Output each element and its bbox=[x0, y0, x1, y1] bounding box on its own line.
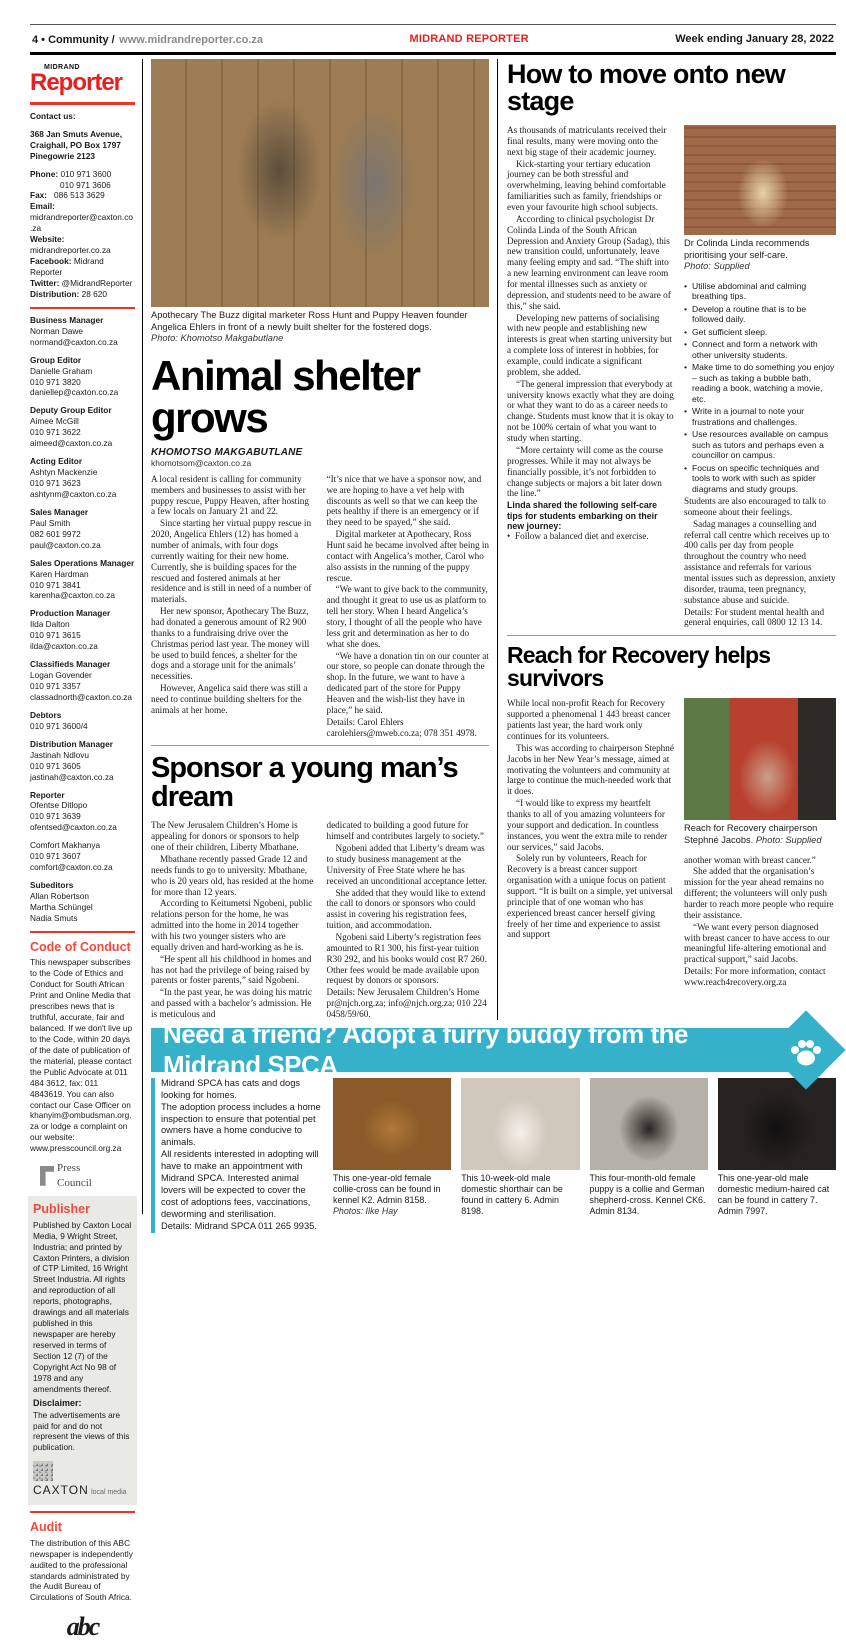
shelter-body-col2 bbox=[327, 474, 490, 739]
staff-detail: 082 601 9972 bbox=[30, 528, 81, 539]
sidebar-divider bbox=[30, 102, 135, 105]
page-header bbox=[30, 24, 836, 55]
staff-entry bbox=[30, 739, 135, 783]
staff-title: Sales Operations Manager bbox=[30, 557, 135, 568]
masthead-sidebar bbox=[30, 59, 143, 1642]
shelter-byline: KHOMOTSO MAKGABUTLANE bbox=[151, 446, 303, 458]
distribution-label: Distribution: bbox=[30, 288, 80, 299]
recovery-headline: Reach for Recovery helps survivors bbox=[507, 642, 771, 692]
jacobs-photo-credit: Photo: Supplied bbox=[755, 834, 822, 845]
paragraph: “It’s nice that we have a sponsor now, and we are hoping to have a vet help with discounts as well so that we can keep the pets healthy if there is an emergency or if they need to be spayed,” she said. bbox=[326, 473, 482, 528]
paragraph: Kick-starting your tertiary education journey can be both stressful and overwhelming, leaving behind comfortable familiarities such as family, friendships or even your favourite high school subjects. bbox=[507, 158, 666, 213]
spca-banner-bar bbox=[151, 1018, 790, 1080]
paragraph: “In the past year, he was doing his matric and passed with a bachelor’s admission. He is meticulous and bbox=[151, 987, 312, 1020]
shelter-body-col1 bbox=[151, 474, 314, 739]
spca-banner-title: Need a friend? Adopt a furry buddy from the Midrand SPCA bbox=[163, 1018, 689, 1080]
contact-details-line: Details: For more information, contact www.reach4recovery.org.za bbox=[684, 966, 826, 988]
email-label: Email: bbox=[30, 201, 55, 212]
paragraph: “More certainty will come as the course progresses. While it may not always be financially possible, it’s not forbidden to change subjects or majors a bit later down the line.” bbox=[507, 444, 663, 499]
staff-detail: Allan Robertson bbox=[30, 891, 90, 902]
page-header-url: www.midrandreporter.co.za bbox=[119, 34, 264, 46]
selfcare-tips-lead: Linda shared the following self-care tips for students embarking on their new journey: bbox=[507, 500, 658, 531]
contact-details-line: Details: New Jerusalem Children’s Home pr@njch.org.za; info@njch.org.za; 010 224 0458/59/60. bbox=[326, 987, 487, 1020]
logo-reporter-text: Reporter bbox=[30, 69, 123, 97]
stage-body-col2 bbox=[684, 125, 836, 628]
staff-entry bbox=[30, 456, 135, 500]
staff-detail: 010 971 3605 bbox=[30, 760, 81, 771]
audit-block bbox=[30, 1519, 135, 1603]
spca-info-box bbox=[151, 1078, 323, 1233]
phone-label: Phone: bbox=[30, 168, 59, 179]
shelter-headline: Animal shelter grows bbox=[151, 351, 420, 441]
paragraph: Developing new patterns of socialising with new people and establishing new interests is great when starting university but a complete loss of interest in hobbies, for example, could indicate a significant problem, she added. bbox=[507, 312, 672, 377]
publisher-heading: Publisher bbox=[33, 1202, 90, 1217]
sidebar-divider bbox=[30, 931, 135, 933]
pet-caption: This one-year-old female collie-cross can be found in kennel K2. Admin 8158. bbox=[333, 1172, 441, 1205]
staff-detail: jastinah@caxton.co.za bbox=[30, 771, 114, 782]
staff-title: Group Editor bbox=[30, 354, 82, 365]
address: 368 Jan Smuts Avenue, Craighall, PO Box 1797 Pinegowrie 2123 bbox=[30, 128, 123, 161]
tip-item: • Get sufficient sleep. bbox=[684, 327, 836, 337]
article-divider bbox=[507, 635, 836, 636]
paragraph: According to Keitumetsi Ngobeni, public relations person for the home, he was admitted into the home in 2014 together with his two younger sisters who are equally driven and hard-working as he is. bbox=[151, 898, 313, 952]
paragraph: Mbathane recently passed Grade 12 and needs funds to go to university. Mbathane, who is 20 years old, has resided at the home for more than 12 years. bbox=[151, 854, 314, 897]
staff-entry bbox=[30, 608, 135, 652]
colinda-photo-credit: Photo: Supplied bbox=[684, 261, 750, 272]
staff-detail: normand@caxton.co.za bbox=[30, 336, 118, 347]
pet-card bbox=[461, 1078, 579, 1233]
website-value: midrandreporter.co.za bbox=[30, 245, 111, 256]
staff-detail: ofentsed@caxton.co.za bbox=[30, 822, 117, 833]
staff-title: Debtors bbox=[30, 709, 62, 720]
staff-entry bbox=[30, 659, 135, 703]
publisher-body: Published by Caxton Local Media, 9 Wright Street, Industria; and printed by Caxton Printers, a division of CTP Limited, 16 Wright Street Industria. All rights and reproduction of all reports, photographs, drawings and all materials published in this newspaper are hereby reserved in terms of Section 12 (7) of the Copyright Act No 98 of 1978 and any amendments thereof. bbox=[33, 1219, 132, 1394]
press-council-text1: Press bbox=[57, 1162, 81, 1175]
staff-detail: comfort@caxton.co.za bbox=[30, 862, 113, 873]
shelter-byline-email: khomotsom@caxton.co.za bbox=[151, 457, 252, 468]
paragraph: “He spent all his childhood in homes and has not had the privilege of being raised by parents or foster parents,” said Ngobeni. bbox=[151, 953, 312, 986]
main-column bbox=[151, 59, 497, 1020]
caxton-logo bbox=[33, 1461, 132, 1499]
pet-caption: This one-year-old male domestic medium-haired cat can be found in cattery 7. Admin 7997. bbox=[717, 1172, 830, 1216]
paragraph: Students are also encouraged to talk to someone about their feelings. bbox=[684, 496, 826, 517]
paragraph: She added that the organisation’s mission for the year ahead remains no different; the volunteers will only push harder to reach more people who require their assistance. bbox=[684, 866, 834, 920]
staff-detail: 010 971 3357 bbox=[30, 681, 81, 692]
article-divider bbox=[151, 745, 489, 746]
puppy-photo bbox=[590, 1078, 708, 1170]
contact-details bbox=[30, 169, 135, 300]
press-council-icon bbox=[40, 1166, 54, 1186]
staff-title: Subeditors bbox=[30, 880, 74, 891]
staff-detail: Danielle Graham bbox=[30, 365, 93, 376]
tip-item: • Follow a balanced diet and exercise. bbox=[507, 531, 674, 542]
staff-title: Classifieds Manager bbox=[30, 659, 111, 670]
paragraph: The adoption process includes a home inspection to ensure that potential pet owners have a home conducive to animals. bbox=[161, 1101, 321, 1148]
facebook-value: Midrand Reporter bbox=[30, 256, 104, 278]
stage-tail-text bbox=[684, 496, 836, 628]
staff-title: Acting Editor bbox=[30, 456, 83, 467]
paw-icon bbox=[786, 1032, 826, 1072]
staff-detail: Karen Hardman bbox=[30, 568, 89, 579]
staff-detail: aimeed@caxton.co.za bbox=[30, 438, 113, 449]
jacobs-photo-caption bbox=[684, 823, 836, 846]
first-tip-list bbox=[507, 531, 674, 542]
fax-number: 086 513 3629 bbox=[53, 190, 105, 201]
abc-logo: abc bbox=[66, 1612, 99, 1642]
staff-entry bbox=[30, 840, 135, 873]
staff-entry bbox=[30, 880, 135, 924]
pet-caption: This four-month-old female puppy is a collie and German shepherd-cross. Kennel CK6. Admin 8134. bbox=[589, 1172, 706, 1216]
staff-detail: Comfort Makhanya bbox=[30, 840, 101, 851]
phone-number-2: 010 971 3606 bbox=[60, 179, 111, 190]
shelter-article-photo bbox=[151, 59, 489, 307]
stage-body-col1 bbox=[507, 125, 674, 628]
colinda-photo-caption bbox=[684, 238, 836, 273]
staff-entry bbox=[30, 558, 135, 602]
jacobs-caption-text: Reach for Recovery chairperson Stephné Jacobs. bbox=[684, 823, 818, 845]
sponsor-body-col1 bbox=[151, 820, 314, 1019]
code-of-conduct-heading: Code of Conduct bbox=[30, 939, 131, 954]
contact-details-line: Details: Carol Ehlers carolehlers@mweb.co.za; 078 351 4978. bbox=[326, 716, 477, 738]
recovery-tail-text bbox=[684, 855, 836, 988]
staff-title: Distribution Manager bbox=[30, 738, 113, 749]
paragraph: Ngobeni said Liberty’s registration fees amounted to R1 300, his first-year tuition R30 292, and his books would cost R7 260. Other fees would be made available upon request by donors or sponsors. bbox=[326, 932, 487, 986]
paragraph: dedicated to building a good future for himself and contributes largely to society.” bbox=[326, 820, 484, 842]
staff-detail: classadnorth@caxton.co.za bbox=[30, 691, 133, 702]
reporter-logo bbox=[30, 61, 135, 98]
recovery-body-col2 bbox=[684, 698, 836, 988]
staff-detail: Aimee McGill bbox=[30, 416, 79, 427]
page-header-section bbox=[32, 30, 263, 48]
tip-item: • Make time to do something you enjoy – such as taking a bubble bath, reading a book, watching a movie, etc. bbox=[684, 362, 836, 404]
pet-card bbox=[590, 1078, 708, 1233]
jacobs-portrait-photo bbox=[684, 698, 836, 820]
black-cat-photo bbox=[718, 1078, 836, 1170]
contact-heading: Contact us: bbox=[30, 110, 76, 121]
staff-detail: Ashtyn Mackenzie bbox=[30, 467, 98, 478]
staff-list bbox=[30, 315, 135, 924]
staff-detail: Ilda Dalton bbox=[30, 619, 70, 630]
tip-item: • Utilise abdominal and calming breathing tips. bbox=[684, 281, 836, 302]
shelter-photo-credit: Photo: Khomotso Makgabutlane bbox=[151, 333, 284, 344]
staff-detail: 010 971 3841 bbox=[30, 579, 81, 590]
shelter-caption-text: Apothecary The Buzz digital marketer Ross Hunt and Puppy Heaven founder Angelica Ehlers in front of a newly built shelter for the fostered dogs. bbox=[151, 310, 468, 332]
sponsor-body-col2 bbox=[327, 820, 490, 1019]
phone-number-1: 010 971 3600 bbox=[60, 168, 112, 179]
paragraph: “We want every person diagnosed with breast cancer to have access to our meaningful life-altering emotional and practical support,” said Jacobs. bbox=[684, 921, 830, 965]
pet-card bbox=[333, 1078, 451, 1233]
colinda-portrait-photo bbox=[684, 125, 836, 235]
staff-detail: Norman Dawe bbox=[30, 325, 84, 336]
website-label: Website: bbox=[30, 234, 65, 245]
staff-entry bbox=[30, 405, 135, 449]
audit-heading: Audit bbox=[30, 1520, 62, 1535]
staff-title: Sales Manager bbox=[30, 506, 89, 517]
tip-item: • Develop a routine that is to be followed daily. bbox=[684, 304, 836, 325]
fax-label: Fax: bbox=[30, 190, 48, 201]
paragraph: “We want to give back to the community, and thought it great to use us as platform to tell her story. When I heard Angelica’s story, I thought of all the people who have less grit and determination as her to do what she does. bbox=[326, 584, 488, 649]
tip-item: • Focus on specific techniques and tools to work with such as spider diagrams and study groups. bbox=[684, 463, 836, 494]
staff-title: Business Manager bbox=[30, 314, 104, 325]
paragraph: While local non-profit Reach for Recovery supported a phenomenal 1 443 breast cancer patients last year, the hard work only continues for its volunteers. bbox=[507, 698, 671, 741]
facebook-label: Facebook: bbox=[30, 256, 72, 267]
colinda-caption-text: Dr Colinda Linda recommends prioritising your self-care. bbox=[684, 238, 810, 260]
page-header-date: Week ending January 28, 2022 bbox=[675, 33, 834, 45]
caxton-wordmark: CAXTON bbox=[33, 1483, 89, 1498]
publisher-block bbox=[28, 1196, 137, 1505]
paragraph: Ngobeni added that Liberty’s dream was to study business management at the University of Free State where he has received an unconditional acceptance letter. bbox=[326, 843, 487, 886]
twitter-value: @MidrandReporter bbox=[61, 277, 133, 288]
tip-item: • Use resources available on campus such as tutors and perhaps even a councillor on campus. bbox=[684, 429, 836, 460]
sponsor-headline: Sponsor a young man’s dream bbox=[151, 752, 458, 814]
code-of-conduct-body: This newspaper subscribes to the Code of Ethics and Conduct for South African Print and Online Media that prescribes news that is truthful, accurate, fair and balanced. If we don't live up to the Code, within 20 days of the date of publication of the material, please contact the Public Advocate at 011 484 3612, fax: 011 4843619. You can also contact our Case Officer on khanyim@ombudsman.org.za or lodge a complaint on our website: www.presscouncil.org.za bbox=[30, 957, 133, 1154]
disclaimer-body: The advertisements are paid for and do not represent the views of this publication. bbox=[33, 1409, 130, 1453]
paragraph: However, Angelica said there was still a need to continue building shelters for the animals at her home. bbox=[151, 683, 308, 715]
kitten-photo bbox=[461, 1078, 579, 1170]
staff-detail: Ofentse Ditlopo bbox=[30, 800, 88, 811]
distribution-value: 28 620 bbox=[81, 288, 108, 299]
paragraph: She added that they would like to extend the call to donors or sponsors who could assist in covering his registration fees, tuition, and accommodation. bbox=[326, 887, 486, 931]
staff-detail: karenha@caxton.co.za bbox=[30, 590, 115, 601]
code-of-conduct bbox=[30, 939, 135, 1154]
paragraph: Midrand SPCA has cats and dogs looking for homes. bbox=[161, 1077, 301, 1100]
paragraph: This was according to chairperson Stephné Jacobs in her New Year’s message, aimed at motivating the volunteers and community at large to continue the much-needed work that it does. bbox=[507, 742, 674, 797]
page-header-masthead: MIDRAND REPORTER bbox=[409, 33, 529, 45]
staff-detail: 010 971 3623 bbox=[30, 478, 81, 489]
selfcare-tips-list bbox=[684, 281, 836, 494]
paragraph: Digital marketer at Apothecary, Ross Hunt said he became involved after being in contact with Angelica’s mother, Carol who also assists in the running of the puppy rescue. bbox=[326, 529, 490, 583]
page-section-label: 4 • Community / bbox=[32, 34, 115, 46]
email-value: midrandreporter@caxton.co.za bbox=[30, 212, 133, 234]
staff-entry bbox=[30, 315, 135, 348]
paragraph: Since starting her virtual puppy rescue in 2020, Angelica Ehlers (12) has homed a number of animals, with four dogs currently waiting for their new home. Currently, she is building spaces for the rescued and fostered animals at her residence and is still in need of a number of materials. bbox=[151, 518, 312, 605]
collie-cross-photo bbox=[333, 1078, 451, 1170]
right-column bbox=[497, 59, 836, 1020]
staff-entry bbox=[30, 710, 135, 732]
stage-headline: How to move onto new stage bbox=[507, 59, 785, 116]
staff-detail: Jastinah Ndlovu bbox=[30, 749, 90, 760]
staff-detail: 010 971 3639 bbox=[30, 811, 81, 822]
caxton-suffix: local media bbox=[91, 1489, 127, 1497]
staff-detail: 010 971 3820 bbox=[30, 376, 81, 387]
sidebar-divider bbox=[30, 1511, 135, 1513]
spca-adoption-section bbox=[151, 1078, 836, 1233]
sidebar-divider bbox=[30, 307, 135, 309]
staff-entry bbox=[30, 355, 135, 399]
paragraph: another woman with breast cancer.” bbox=[684, 854, 816, 865]
staff-title: Deputy Group Editor bbox=[30, 405, 112, 416]
paragraph: The New Jerusalem Children’s Home is appealing for donors or sponsors to help one of their children, Liberty Mbathane. bbox=[151, 820, 299, 853]
staff-title: Reporter bbox=[30, 789, 65, 800]
paragraph: “The general impression that everybody at university knows exactly what they are doing or what they want to do as a career needs to change. Students must know that it is okay to not be 100% certain of what you want to study when starting. bbox=[507, 378, 674, 444]
caxton-mosaic-icon bbox=[33, 1461, 53, 1481]
staff-detail: Nadia Smuts bbox=[30, 912, 78, 923]
disclaimer-heading: Disclaimer: bbox=[33, 1397, 82, 1408]
paragraph: As thousands of matriculants received their final results, many were moving onto the next big stage of their academic journey. bbox=[507, 125, 667, 157]
staff-detail: 010 971 3615 bbox=[30, 630, 81, 641]
staff-detail: Logan Govender bbox=[30, 670, 92, 681]
press-council-text2: Council bbox=[57, 1176, 92, 1189]
paragraph: A local resident is calling for community members and businesses to assist with her puppy rescue, Puppy Heaven, after hosting a few locals on January 21 and 22. bbox=[151, 473, 309, 517]
pet-photo-credit: Photos: Ilke Hay bbox=[333, 1205, 398, 1216]
paragraph: According to clinical psychologist Dr Colinda Linda of the South African Depression and Anxiety Group (Sadag), this new transition could, unfortunately, leave many feeling empty and sad. “The shift into a new learning environment can leave room for mental illnesses such as anxiety or depression, and students need to be aware of this,” she said. bbox=[507, 213, 671, 311]
paragraph: “I would like to express my heartfelt thanks to all of you amazing volunteers for your support and dedication. In countless instances, you went the extra mile to render our services,” said Jacobs. bbox=[507, 798, 668, 852]
pet-caption: This 10-week-old male domestic shorthair can be found in cattery 6. Admin 8198. bbox=[461, 1172, 563, 1216]
staff-detail: 010 971 3622 bbox=[30, 427, 81, 438]
spca-banner bbox=[151, 1018, 836, 1080]
twitter-label: Twitter: bbox=[30, 277, 60, 288]
staff-detail: ashtynm@caxton.co.za bbox=[30, 488, 117, 499]
shelter-photo-caption bbox=[151, 310, 489, 345]
staff-detail: 010 971 3600/4 bbox=[30, 720, 88, 731]
press-council-logo bbox=[40, 1161, 135, 1190]
paragraph: Her new sponsor, Apothecary The Buzz, had donated a generous amount of R2 900 thanks to a fundraising drive over the Christmas period last year. The money will be used to build fences, a shelter for the dogs and a storage unit for the animals’ necessities. bbox=[151, 606, 310, 682]
staff-title: Production Manager bbox=[30, 608, 111, 619]
logo-midrand-text: MIDRAND bbox=[44, 64, 80, 71]
staff-entry bbox=[30, 790, 135, 834]
paragraph: All residents interested in adopting will have to make an appointment with Midrand SPCA. Interested animal lovers will be expected to cover the cost of adoptions fees, vaccinations, deworming and sterilisation. bbox=[161, 1149, 319, 1219]
paragraph: “We have a donation tin on our counter at our store, so people can donate through the shop. In the future, we want to have a dedicated part of the store for Puppy Heaven and the wish-list they have in place,” he said. bbox=[326, 650, 489, 715]
staff-detail: Paul Smith bbox=[30, 517, 71, 528]
staff-detail: ilda@caxton.co.za bbox=[30, 641, 98, 652]
staff-detail: 010 971 3607 bbox=[30, 851, 81, 862]
recovery-body-col1 bbox=[507, 698, 674, 988]
contact-details-line: Details: Midrand SPCA 011 265 9935. bbox=[161, 1220, 317, 1231]
staff-entry bbox=[30, 507, 135, 551]
audit-body: The distribution of this ABC newspaper is independently audited to the professional standards administrated by the Audit Bureau of Circulations of South Africa. bbox=[30, 1537, 133, 1603]
pet-card bbox=[718, 1078, 836, 1233]
tip-item: • Write in a journal to note your frustrations and challenges. bbox=[684, 406, 836, 427]
tip-item: • Connect and form a network with other university students. bbox=[684, 339, 836, 360]
staff-detail: Martha Schüngel bbox=[30, 901, 93, 912]
staff-detail: daniellep@caxton.co.za bbox=[30, 387, 119, 398]
paragraph: Sadag manages a counselling and referral call centre which receives up to 400 calls per day from people throughout the country who need assistance and referrals for various mental issues such as depression, anxiety disorder, trauma, teen pregnancy, substance abuse and suicide. bbox=[684, 518, 836, 605]
staff-detail: paul@caxton.co.za bbox=[30, 539, 101, 550]
paragraph: Solely run by volunteers, Reach for Recovery is a breast cancer support organisation with a unique focus on patient support. “It is built on a simple, yet universal principle that of one woman who has experienced breast cancer herself giving freely of her time and experience to assist and support bbox=[507, 853, 673, 940]
contact-details-line: Details: For student mental health and general enquiries, call 0800 12 13 14. bbox=[684, 606, 825, 628]
